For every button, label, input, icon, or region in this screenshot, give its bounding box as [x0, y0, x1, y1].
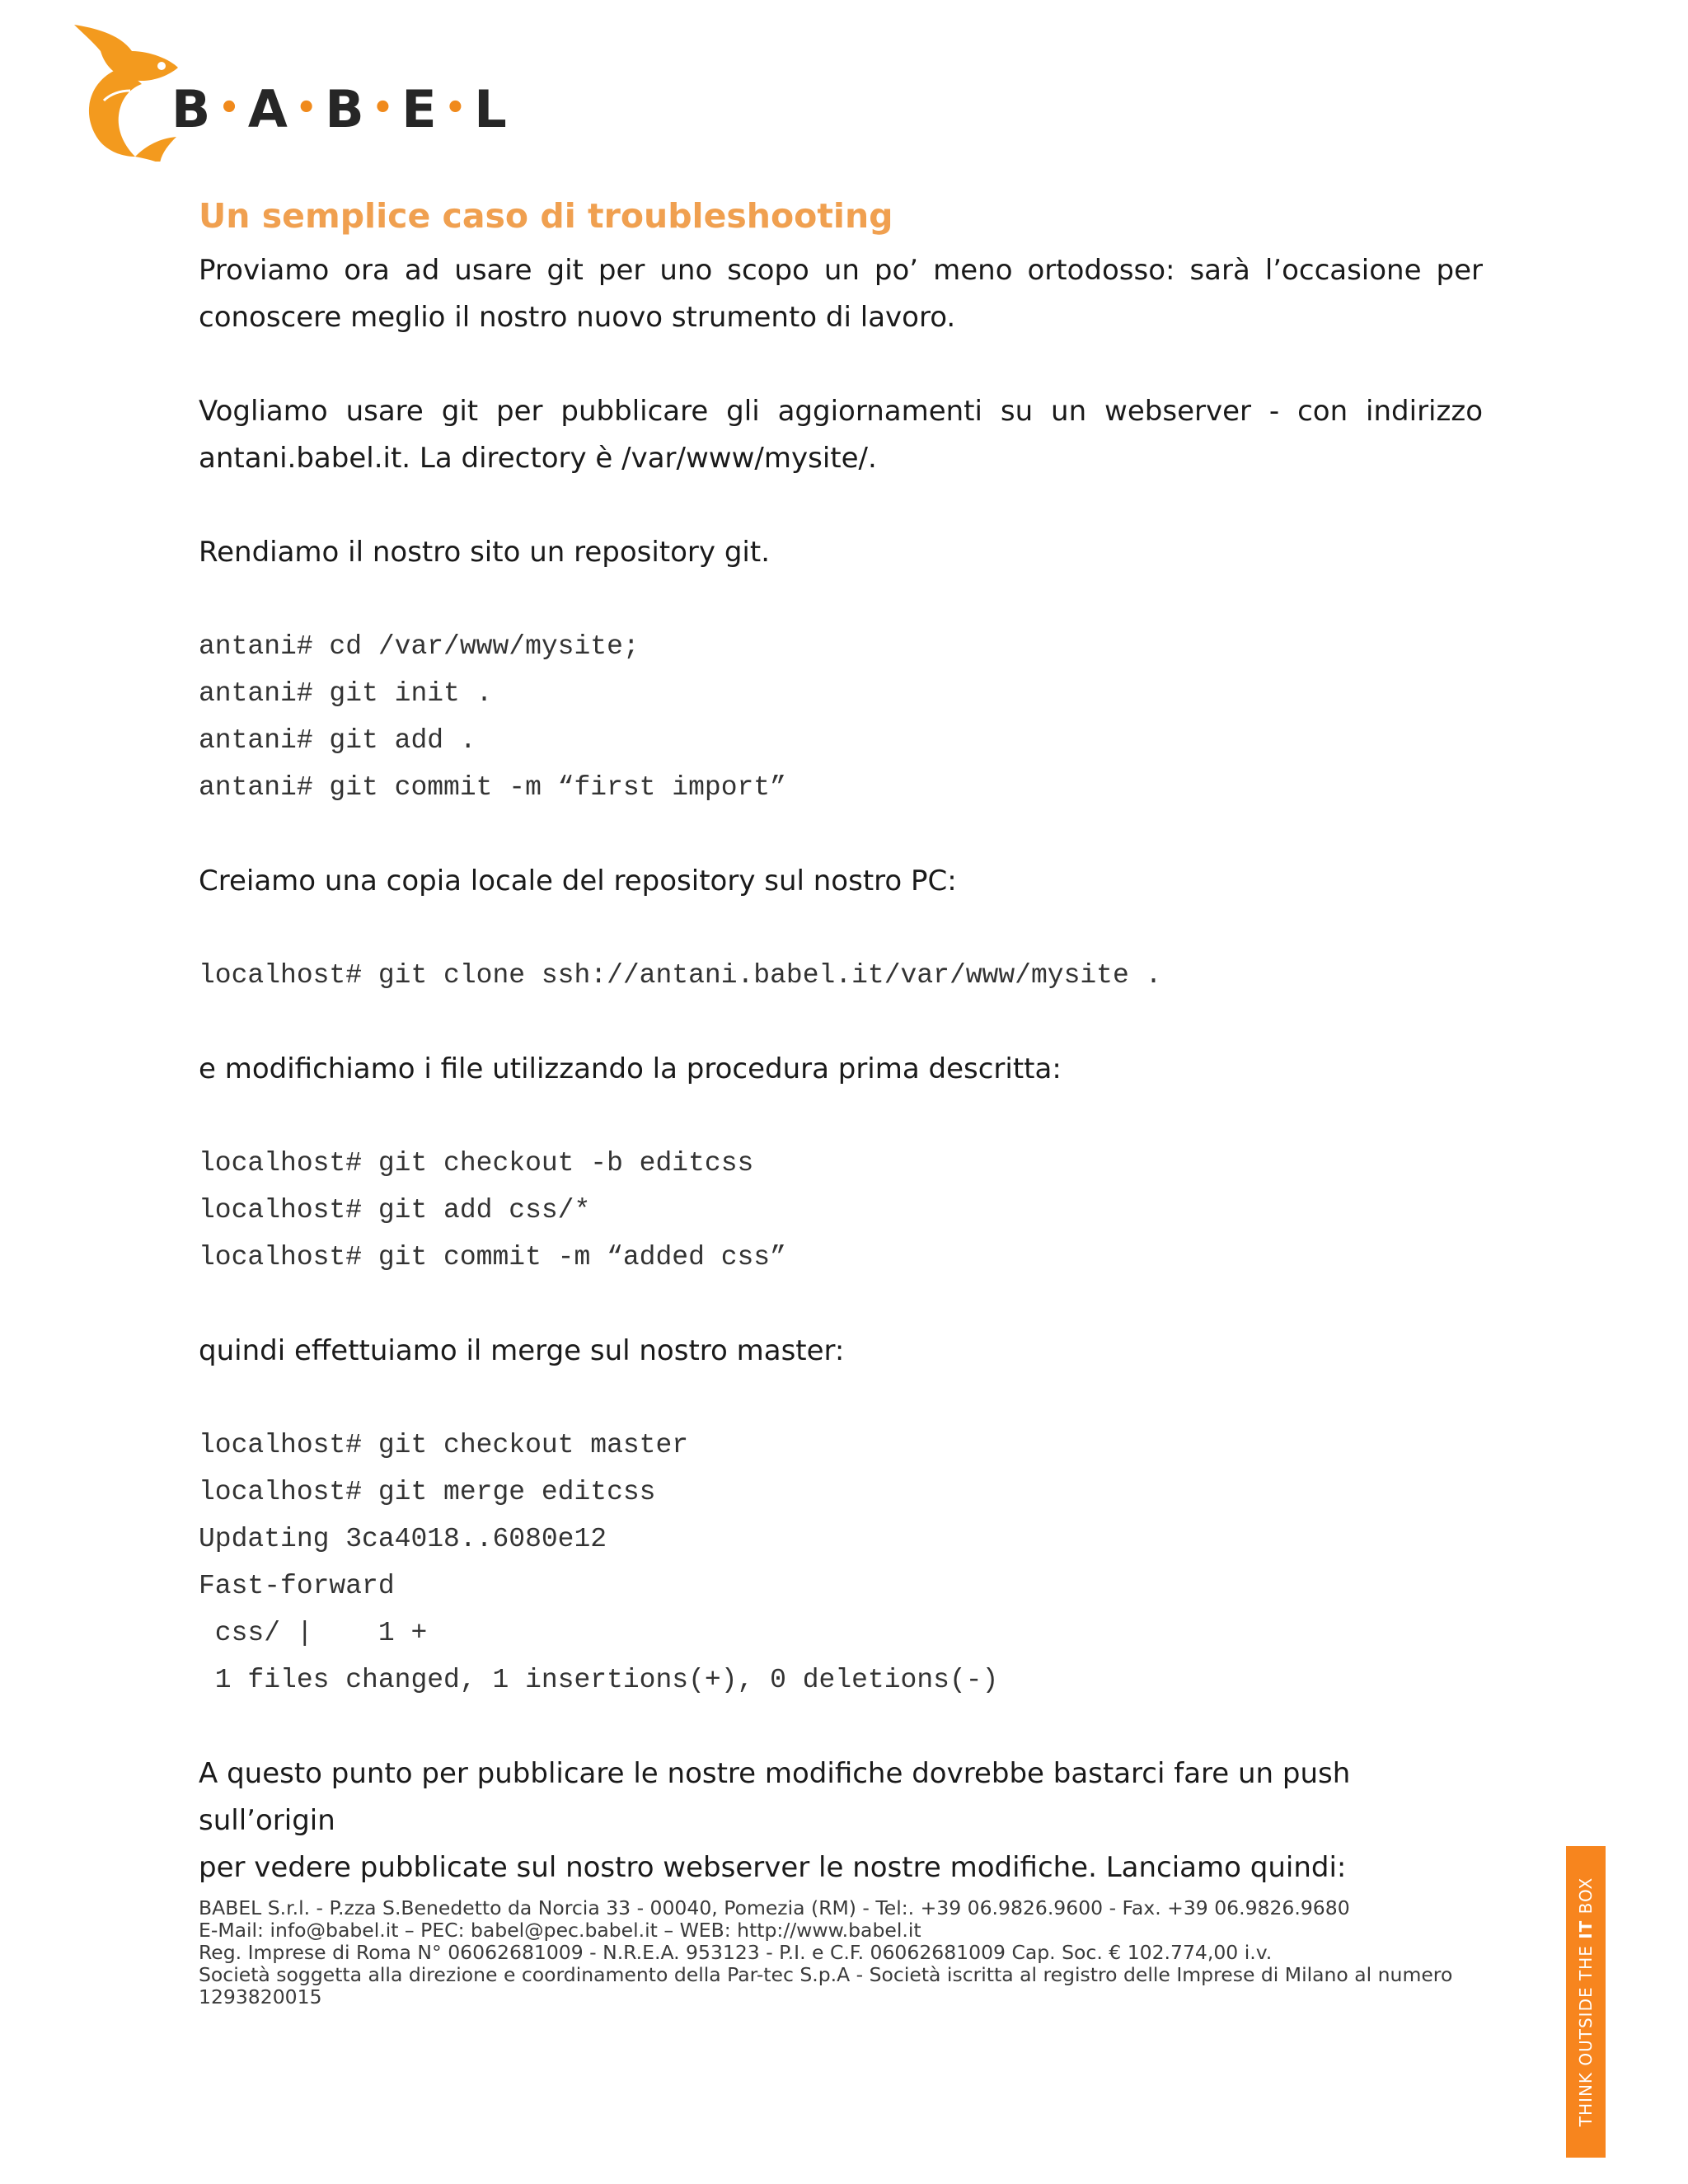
code-line: localhost# git commit -m “added css” [199, 1242, 786, 1272]
code-line: localhost# git clone ssh://antani.babel.it/var/www/mysite . [199, 960, 1162, 991]
paragraph-webserver: Vogliamo usare git per pubblicare gli aggiornamenti su un webserver - con indirizzo antani.babel.it. La directory è /var/www/mysite/. [199, 395, 1483, 475]
brand-dot: • [444, 89, 468, 127]
code-line: localhost# git checkout -b editcss [199, 1148, 754, 1179]
code-line: antani# git commit -m “first import” [199, 772, 786, 803]
code-line: localhost# git checkout master [199, 1430, 689, 1460]
code-line: Fast-forward [199, 1571, 395, 1601]
code-line: css/ | 1 + [199, 1618, 428, 1648]
paragraph-modify: e modifichiamo i file utilizzando la procedura prima descritta: [199, 1052, 1062, 1085]
slogan-emphasis: IT [1576, 1919, 1596, 1939]
slogan-text [1576, 1877, 1596, 2126]
footer-governance: Società soggetta alla direzione e coordinamento della Par-tec S.p.A - Società iscritta al registro delle Imprese di Milano al numero [199, 1963, 1453, 1986]
brand-letter: B [171, 79, 213, 139]
slogan-side-tab [1566, 1846, 1606, 2158]
document-body [199, 191, 1483, 1891]
paragraph-intro: Proviamo ora ad usare git per uno scopo un po’ meno ortodosso: sarà l’occasione per conoscere meglio il nostro nuovo strumento di lavoro. [199, 254, 1483, 334]
brand-letter: E [401, 79, 438, 139]
paragraph-local-copy: Creiamo una copia locale del repository sul nostro PC: [199, 865, 957, 898]
footer-registration: Reg. Imprese di Roma N° 06062681009 - N.R.E.A. 953123 - P.I. e C.F. 06062681009 Cap. Soc. € 102.774,00 i.v. [199, 1941, 1273, 1964]
code-block-edit [199, 1140, 1483, 1281]
footer-address: BABEL S.r.l. - P.zza S.Benedetto da Norcia 33 - 00040, Pomezia (RM) - Tel:. +39 06.9826.9600 - Fax. +39 06.9826.9680 [199, 1896, 1350, 1919]
fish-icon [71, 21, 178, 162]
code-line: Updating 3ca4018..6080e12 [199, 1524, 607, 1554]
code-block-init [199, 623, 1483, 811]
company-footer [199, 1897, 1501, 2008]
brand-letter: B [325, 79, 366, 139]
brand-letter: A [247, 79, 289, 139]
footer-contacts: E-Mail: info@babel.it – PEC: babel@pec.babel.it – WEB: http://www.babel.it [199, 1919, 921, 1942]
brand-wordmark [171, 79, 509, 139]
code-block-clone [199, 952, 1483, 999]
brand-dot: • [295, 89, 319, 127]
code-line: 1 files changed, 1 insertions(+), 0 deletions(-) [199, 1665, 999, 1695]
code-line: antani# cd /var/www/mysite; [199, 631, 640, 662]
code-line: antani# git add . [199, 725, 476, 756]
babel-logo [71, 21, 509, 162]
brand-letter: L [474, 79, 509, 139]
code-block-merge [199, 1422, 1483, 1704]
section-title: Un semplice caso di troubleshooting [199, 196, 893, 236]
code-line: localhost# git add css/* [199, 1195, 591, 1226]
slogan-part: THINK OUTSIDE THE [1576, 1938, 1596, 2127]
code-line: antani# git init . [199, 678, 493, 709]
brand-dot: • [218, 89, 241, 127]
footer-registry-number: 1293820015 [199, 1985, 322, 2008]
brand-dot: • [372, 89, 396, 127]
paragraph-merge: quindi effettuiamo il merge sul nostro master: [199, 1334, 845, 1367]
paragraph-push-line1: A questo punto per pubblicare le nostre modifiche dovrebbe bastarci fare un push sull’origin [199, 1757, 1351, 1837]
paragraph-repository: Rendiamo il nostro sito un repository git. [199, 536, 770, 569]
code-line: localhost# git merge editcss [199, 1477, 656, 1507]
paragraph-push-line2: per vedere pubblicate sul nostro webserver le nostre modifiche. Lanciamo quindi: [199, 1851, 1347, 1884]
slogan-part: BOX [1576, 1877, 1596, 1920]
